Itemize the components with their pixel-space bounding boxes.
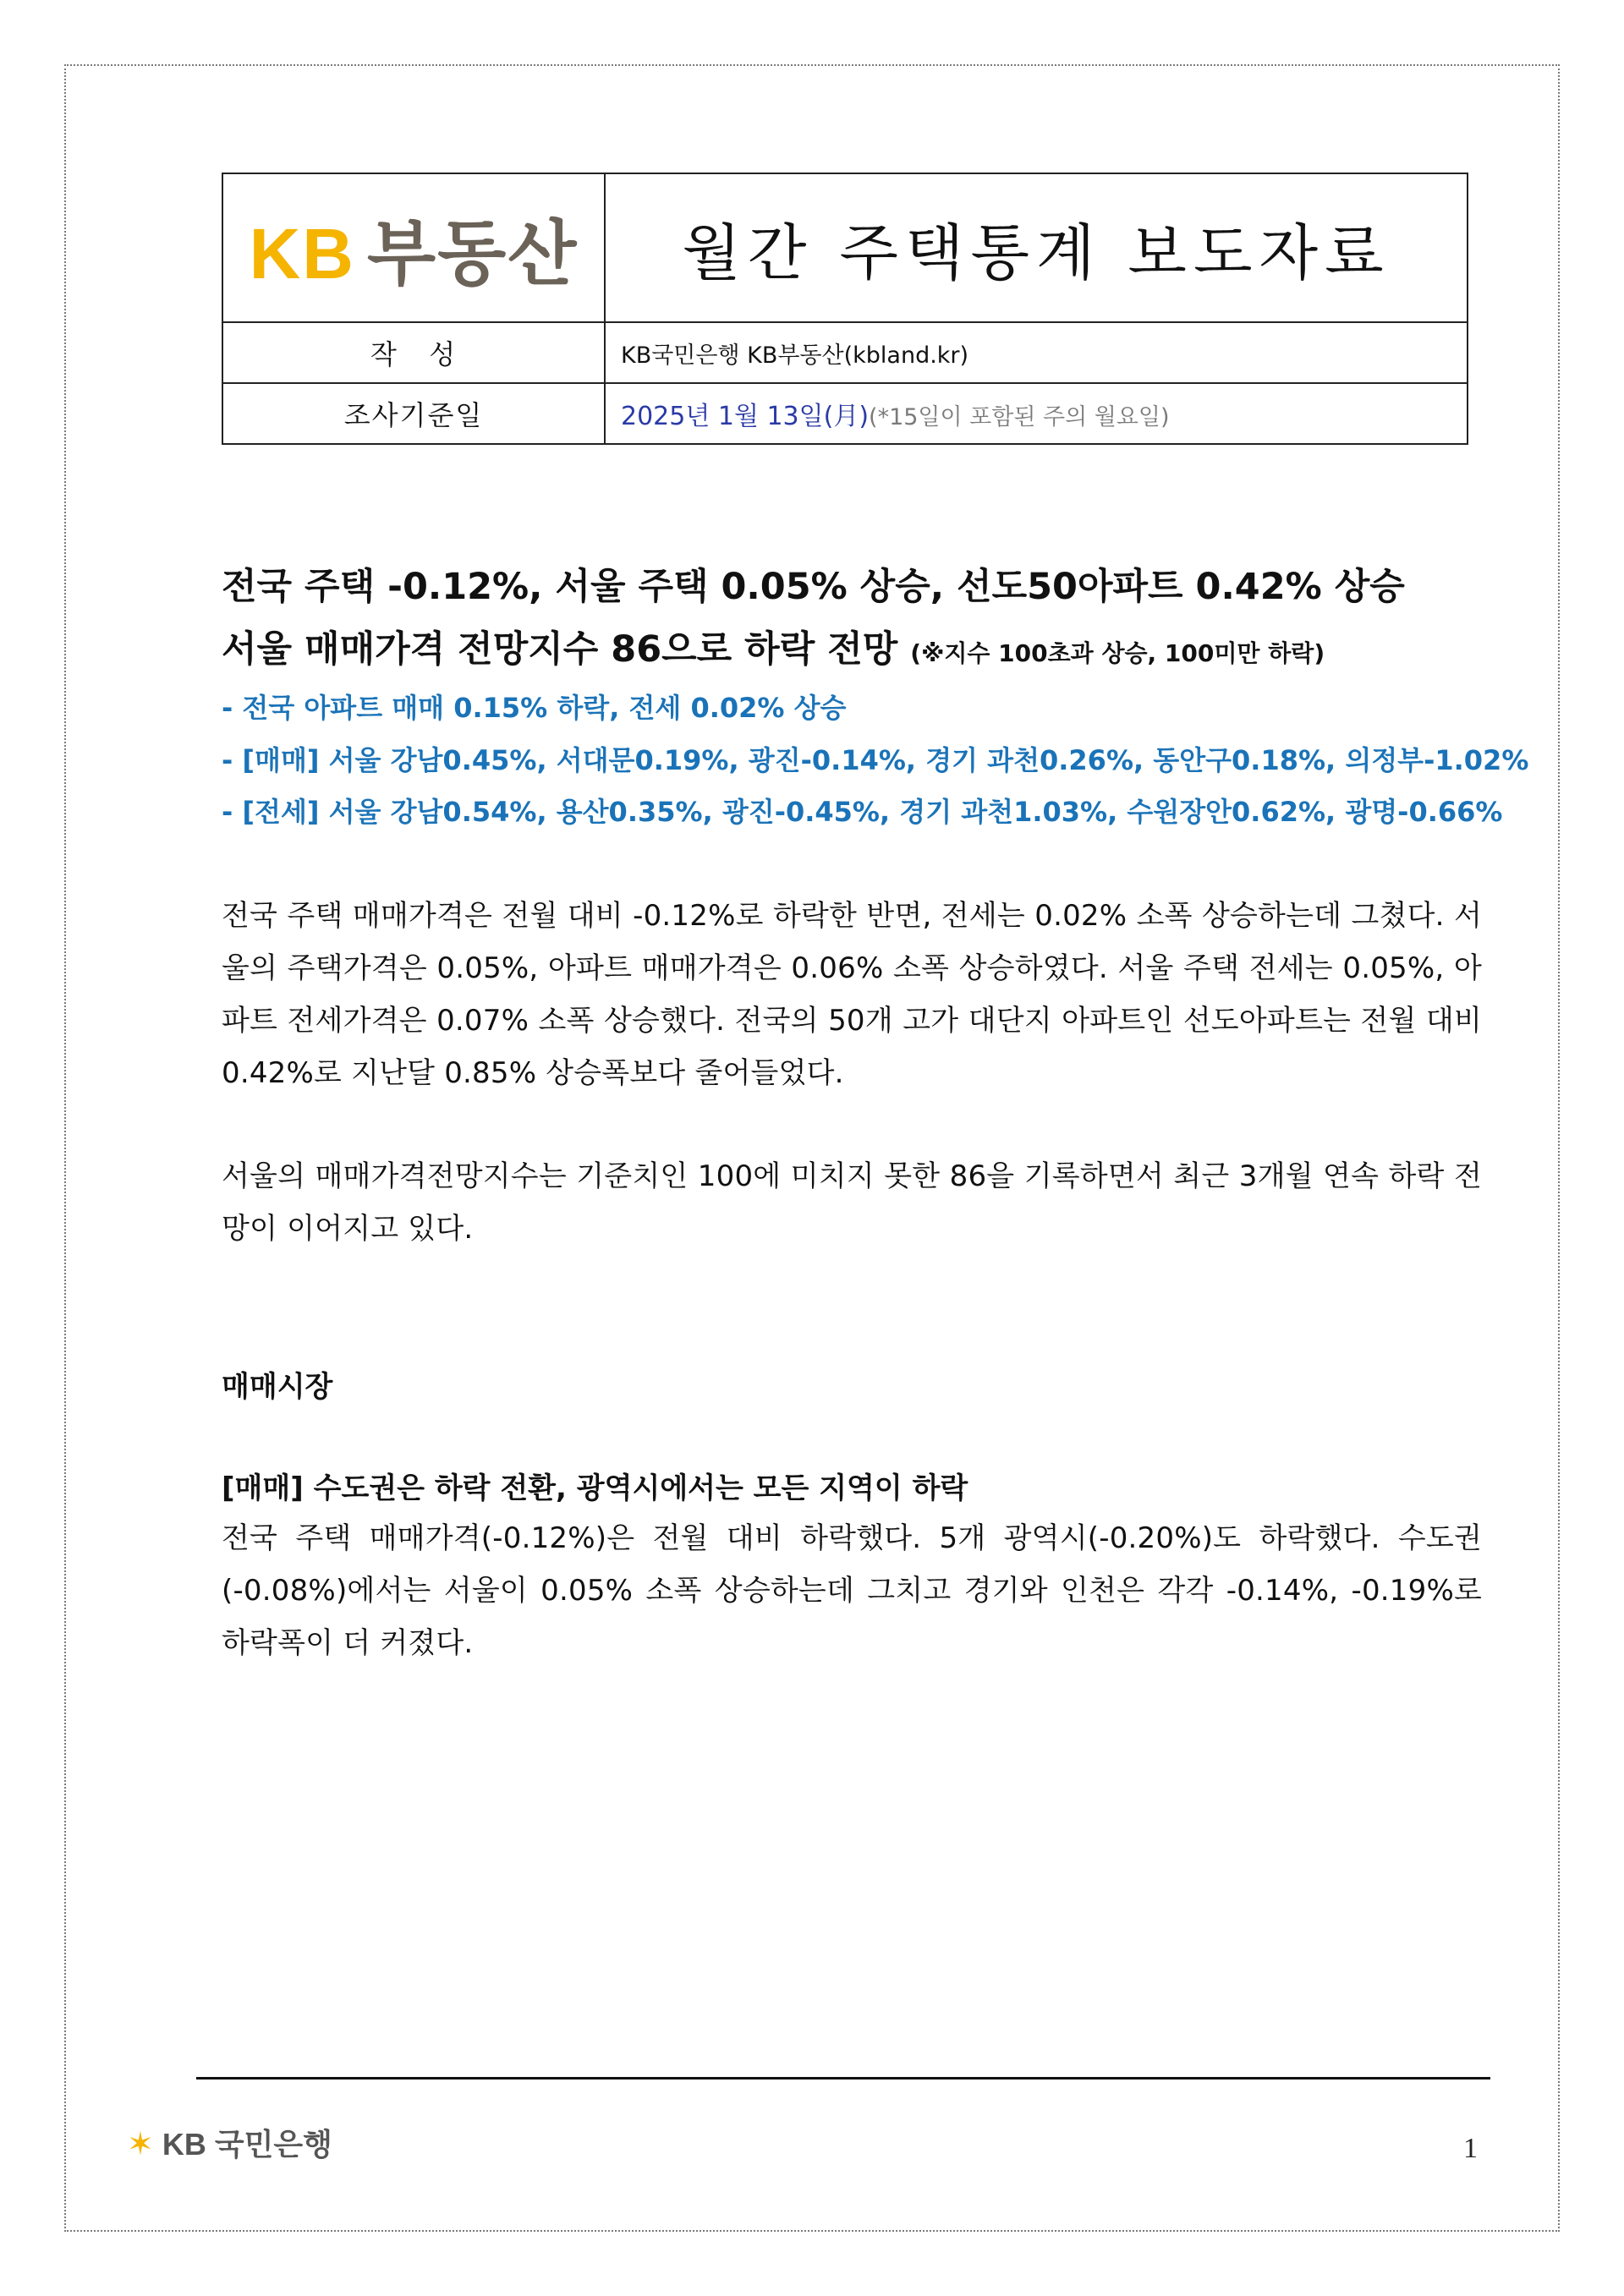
logo-kb-text: KB <box>249 213 355 293</box>
survey-date-value <box>605 383 1468 444</box>
author-label: 작 성 <box>222 322 605 383</box>
kb-star-icon: ✶ <box>127 2127 154 2162</box>
summary-bullet: - [매매] 서울 강남0.45%, 서대문0.19%, 광진-0.14%, 경기 과천0.26%, 동안구0.18%, 의정부-1.02% <box>222 744 1529 776</box>
summary-bullet: - 전국 아파트 매매 0.15% 하락, 전세 0.02% 상승 <box>222 692 847 724</box>
section-title: 매매시장 <box>222 1370 333 1404</box>
kb-bank-logo <box>127 2121 332 2164</box>
footer-divider <box>196 2077 1490 2080</box>
kb-bank-name: KB 국민은행 <box>162 2127 332 2162</box>
body-paragraph: 전국 주택 매매가격은 전월 대비 -0.12%로 하락한 반면, 전세는 0.02% 소폭 상승하는데 그쳤다. 서울의 주택가격은 0.05%, 아파트 매매가격은 0.06% 소폭 상승하였다. 서울 주택 전세는 0.05%, 아파트 전세가격은 0.07% 소폭 상승했다. 전국의 50개 고가 대단지 아파트인 선도아파트는 전월 대비 0.42%로 지난달 0.85% 상승폭보다 줄어들었다. <box>222 899 1482 1090</box>
author-value: KB국민은행 KB부동산(kbland.kr) <box>605 322 1468 383</box>
kb-real-estate-logo <box>222 173 605 322</box>
report-title: 월간 주택통계 보도자료 <box>605 173 1468 322</box>
survey-date-label: 조사기준일 <box>222 383 605 444</box>
report-header-table <box>222 173 1468 445</box>
page-number: 1 <box>1463 2133 1478 2164</box>
body-paragraph: 서울의 매매가격전망지수는 기준치인 100에 미치지 못한 86을 기록하면서 최근 3개월 연속 하락 전망이 이어지고 있다. <box>222 1159 1482 1246</box>
survey-date-note: (*15일이 포함된 주의 월요일) <box>869 404 1170 430</box>
summary-bullet: - [전세] 서울 강남0.54%, 용산0.35%, 광진-0.45%, 경기 과천1.03%, 수원장안0.62%, 광명-0.66% <box>222 796 1503 828</box>
logo-korean-text: 부동산 <box>366 213 579 293</box>
headline-1: 전국 주택 -0.12%, 서울 주택 0.05% 상승, 선도50아파트 0.42% 상승 <box>222 566 1405 608</box>
section-body: 전국 주택 매매가격(-0.12%)은 전월 대비 하락했다. 5개 광역시(-0.20%)도 하락했다. 수도권(-0.08%)에서는 서울이 0.05% 소폭 상승하는데 그치고 경기와 인천은 각각 -0.14%, -0.19%로 하락폭이 더 커졌다. <box>222 1521 1482 1660</box>
headline-2 <box>222 621 1482 672</box>
section-subtitle: [매매] 수도권은 하락 전환, 광역시에서는 모든 지역이 하락 <box>222 1471 968 1505</box>
survey-date: 2025년 1월 13일(月) <box>621 402 870 431</box>
headline-2-note: (※지수 100초과 상승, 100미만 하락) <box>910 639 1325 667</box>
headline-2-text: 서울 매매가격 전망지수 86으로 하락 전망 <box>222 628 898 671</box>
